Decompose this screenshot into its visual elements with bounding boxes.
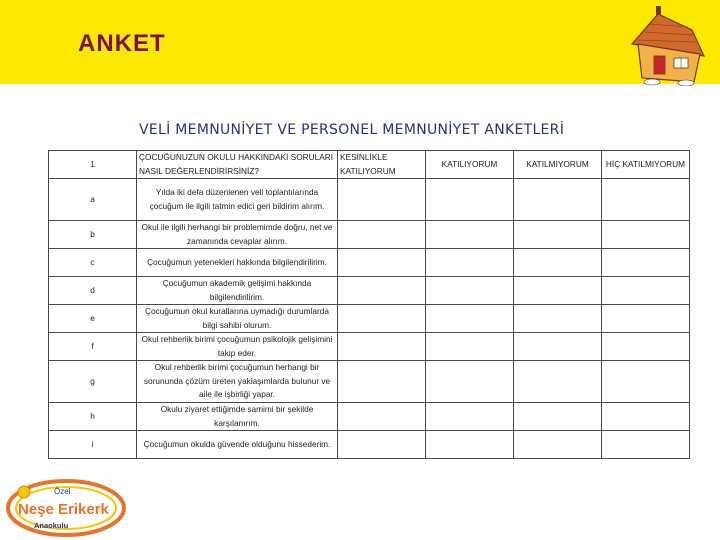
table-row	[49, 277, 690, 305]
header-question: ÇOCUĞUNUZUN OKULU HAKKINDAKİ SORULARI NASIL DEĞERLENDİRİRSİNİZ?	[137, 151, 338, 179]
answer-cell-disagree[interactable]	[514, 277, 602, 305]
door	[654, 56, 665, 74]
answer-cell-strongly-agree[interactable]	[338, 431, 426, 459]
answer-cell-disagree[interactable]	[514, 179, 602, 221]
answer-cell-disagree[interactable]	[514, 305, 602, 333]
table-row	[49, 333, 690, 361]
row-question: Yılda iki defa düzenlenen veli toplantılarında çocuğum ile ilgili tatmin edici geri bildirim alırım.	[137, 179, 338, 221]
answer-cell-agree[interactable]	[426, 431, 514, 459]
answer-cell-strongly-agree[interactable]	[338, 333, 426, 361]
answer-cell-strongly-disagree[interactable]	[602, 249, 690, 277]
answer-cell-strongly-disagree[interactable]	[602, 221, 690, 249]
table-header-row	[49, 151, 690, 179]
row-question: Çocuğumun okulda güvende olduğunu hissederim.	[137, 431, 338, 459]
answer-cell-strongly-disagree[interactable]	[602, 305, 690, 333]
table-row	[49, 305, 690, 333]
answer-cell-strongly-agree[interactable]	[338, 221, 426, 249]
row-label: g	[49, 361, 137, 403]
row-label: e	[49, 305, 137, 333]
logo-top-text: Özel	[54, 487, 71, 496]
answer-cell-agree[interactable]	[426, 249, 514, 277]
row-question: Okul rehberlik birimi çocuğumun psikolojik gelişimini takip eder.	[137, 333, 338, 361]
row-label: f	[49, 333, 137, 361]
table-row	[49, 249, 690, 277]
answer-cell-strongly-agree[interactable]	[338, 249, 426, 277]
house-illustration	[630, 2, 710, 86]
header-option-agree: KATILIYORUM	[426, 151, 514, 179]
row-label: b	[49, 221, 137, 249]
answer-cell-agree[interactable]	[426, 221, 514, 249]
answer-cell-disagree[interactable]	[514, 431, 602, 459]
school-logo	[4, 474, 128, 538]
answer-cell-disagree[interactable]	[514, 361, 602, 403]
answer-cell-strongly-disagree[interactable]	[602, 277, 690, 305]
header-option-disagree: KATILMIYORUM	[514, 151, 602, 179]
table-row	[49, 179, 690, 221]
answer-cell-agree[interactable]	[426, 179, 514, 221]
answer-cell-agree[interactable]	[426, 333, 514, 361]
row-label: c	[49, 249, 137, 277]
answer-cell-strongly-disagree[interactable]	[602, 361, 690, 403]
answer-cell-agree[interactable]	[426, 361, 514, 403]
table-row	[49, 431, 690, 459]
survey-subtitle: VELİ MEMNUNİYET VE PERSONEL MEMNUNİYET ANKETLERİ	[139, 122, 565, 138]
answer-cell-disagree[interactable]	[514, 403, 602, 431]
row-question: Çocuğumun yetenekleri hakkında bilgilendirilirim.	[137, 249, 338, 277]
row-label: h	[49, 403, 137, 431]
row-question: Okulu ziyaret ettiğimde samimi bir şekilde karşılanırım.	[137, 403, 338, 431]
answer-cell-strongly-agree[interactable]	[338, 305, 426, 333]
table-row	[49, 221, 690, 249]
row-label: d	[49, 277, 137, 305]
answer-cell-strongly-agree[interactable]	[338, 361, 426, 403]
row-label: a	[49, 179, 137, 221]
answer-cell-strongly-disagree[interactable]	[602, 333, 690, 361]
survey-table	[48, 150, 690, 459]
answer-cell-strongly-agree[interactable]	[338, 277, 426, 305]
row-question: Okul ile ilgili herhangi bir problemimde doğru, net ve zamanında cevaplar alırım.	[137, 221, 338, 249]
answer-cell-disagree[interactable]	[514, 221, 602, 249]
answer-cell-strongly-disagree[interactable]	[602, 431, 690, 459]
answer-cell-strongly-agree[interactable]	[338, 179, 426, 221]
logo-name-text: Neşe Erikerk	[18, 501, 109, 518]
page-title: ANKET	[78, 30, 166, 57]
answer-cell-strongly-disagree[interactable]	[602, 403, 690, 431]
answer-cell-strongly-disagree[interactable]	[602, 179, 690, 221]
header-number: 1	[49, 151, 137, 179]
row-question: Çocuğumun okul kurallarına uymadığı durumlarda bilgi sahibi olurum.	[137, 305, 338, 333]
header-option-strongly-agree: KESİNLİKLE KATILIYORUM	[338, 151, 426, 179]
row-question: Çocuğumun akademik gelişimi hakkında bilgilendirilirim.	[137, 277, 338, 305]
answer-cell-agree[interactable]	[426, 277, 514, 305]
answer-cell-disagree[interactable]	[514, 249, 602, 277]
answer-cell-agree[interactable]	[426, 305, 514, 333]
header-option-strongly-disagree: HİÇ KATILMIYORUM	[602, 151, 690, 179]
answer-cell-disagree[interactable]	[514, 333, 602, 361]
row-question: Okul rehberlik birimi çocuğumun herhangi bir sorununda çözüm üreten yaklaşımlarda bulunur ve aile ile işbirliği yapar.	[137, 361, 338, 403]
logo-sun	[18, 486, 30, 498]
answer-cell-strongly-agree[interactable]	[338, 403, 426, 431]
table-row	[49, 403, 690, 431]
row-label: i	[49, 431, 137, 459]
table-row	[49, 361, 690, 403]
answer-cell-agree[interactable]	[426, 403, 514, 431]
logo-sub-text: Anaokulu	[34, 521, 69, 530]
